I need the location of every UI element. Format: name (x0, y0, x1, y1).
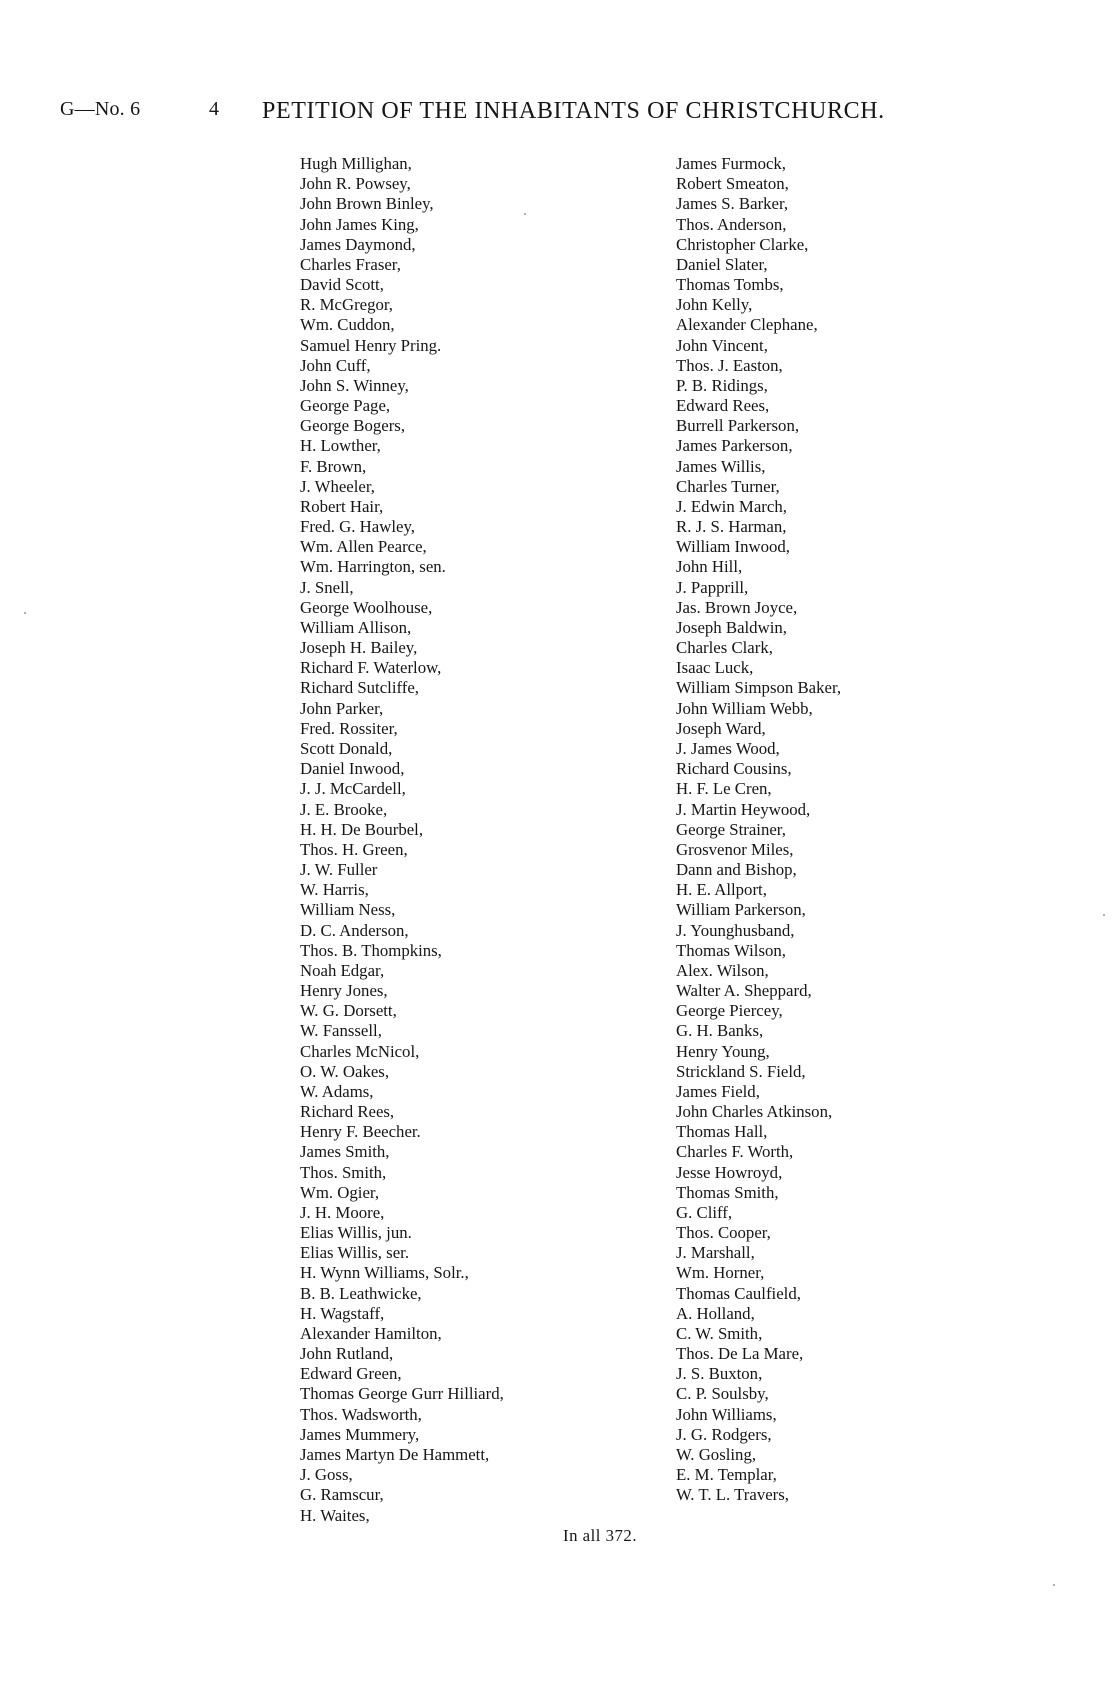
signature-entry: J. J. McCardell, (300, 779, 406, 799)
signature-entry: Henry F. Beecher. (300, 1122, 421, 1142)
signature-entry: Wm. Cuddon, (300, 315, 395, 335)
signature-entry: James Parkerson, (676, 436, 793, 456)
signature-entry: H. Waites, (300, 1505, 370, 1525)
signature-entry: Charles F. Worth, (676, 1142, 794, 1162)
signature-entry: J. Goss, (300, 1465, 353, 1485)
signature-entry: Fred. G. Hawley, (300, 517, 415, 537)
scan-speck (1053, 1584, 1055, 1586)
signature-entry: J. Papprill, (676, 577, 749, 597)
signature-entry: Thos. Wadsworth, (300, 1404, 422, 1424)
signature-entry: G. H. Banks, (676, 1021, 764, 1041)
page-title: PETITION OF THE INHABITANTS OF CHRISTCHURCH. (262, 98, 885, 124)
signature-entry: Thomas Hall, (676, 1122, 768, 1142)
signature-entry: James Mummery, (300, 1424, 420, 1444)
signature-entry: George Piercey, (676, 1001, 783, 1021)
signature-entry: Joseph Baldwin, (676, 617, 787, 637)
signature-entry: Thos. Smith, (300, 1162, 387, 1182)
signature-entry: John William Webb, (676, 698, 813, 718)
signature-entry: J. S. Buxton, (676, 1364, 763, 1384)
signature-entry: George Woolhouse, (300, 597, 433, 617)
signature-entry: H. Lowther, (300, 436, 381, 456)
signature-entry: Isaac Luck, (676, 658, 754, 678)
signature-entry: Burrell Parkerson, (676, 416, 800, 436)
signature-entry: John Kelly, (676, 295, 753, 315)
signature-entry: Thomas Caulfield, (676, 1283, 801, 1303)
signature-entry: Thomas George Gurr Hilliard, (300, 1384, 504, 1404)
signature-entry: William Inwood, (676, 537, 790, 557)
signature-list-left (300, 154, 620, 1526)
signature-entry: Scott Donald, (300, 738, 393, 758)
signature-entry: H. Wynn Williams, Solr., (300, 1263, 469, 1283)
signature-entry: Wm. Harrington, sen. (300, 557, 446, 577)
signature-entry: A. Holland, (676, 1303, 755, 1323)
signature-entry: Wm. Ogier, (300, 1182, 380, 1202)
signature-entry: Charles Turner, (676, 476, 780, 496)
signature-entry: Richard Cousins, (676, 759, 792, 779)
signature-entry: P. B. Ridings, (676, 375, 768, 395)
signature-entry: J. G. Rodgers, (676, 1424, 772, 1444)
signature-entry: J. James Wood, (676, 738, 780, 758)
signature-entry: Richard F. Waterlow, (300, 658, 442, 678)
signature-entry: H. H. De Bourbel, (300, 819, 424, 839)
signature-entry: George Page, (300, 396, 391, 416)
signature-entry: Edward Rees, (676, 396, 770, 416)
signature-entry: Thos. B. Thompkins, (300, 940, 442, 960)
signature-entry: J. Wheeler, (300, 476, 375, 496)
signature-entry: H. E. Allport, (676, 880, 767, 900)
signature-entry: Henry Jones, (300, 981, 388, 1001)
page-number: 4 (209, 98, 219, 120)
signature-entry: Elias Willis, ser. (300, 1243, 410, 1263)
signature-entry: John Cuff, (300, 355, 371, 375)
signature-entry: John Vincent, (676, 335, 768, 355)
signature-entry: R. McGregor, (300, 295, 394, 315)
signature-entry: Elias Willis, jun. (300, 1223, 412, 1243)
signature-entry: Richard Rees, (300, 1102, 395, 1122)
scan-speck (24, 612, 26, 614)
page-header (0, 98, 1114, 128)
signature-entry: J. W. Fuller (300, 860, 378, 880)
signature-entry: Joseph Ward, (676, 718, 766, 738)
signature-entry: Hugh Millighan, (300, 154, 412, 173)
signature-entry: Samuel Henry Pring. (300, 335, 442, 355)
signature-entry: Robert Smeaton, (676, 174, 789, 194)
signature-entry: Christopher Clarke, (676, 234, 809, 254)
signature-entry: John Williams, (676, 1404, 777, 1424)
signature-entry: Daniel Inwood, (300, 759, 405, 779)
signature-entry: William Parkerson, (676, 900, 806, 920)
signature-entry: J. Edwin March, (676, 496, 787, 516)
signature-entry: J. Martin Heywood, (676, 799, 811, 819)
signature-entry: Joseph H. Bailey, (300, 638, 418, 658)
signature-entry: H. Wagstaff, (300, 1303, 385, 1323)
signature-entry: Fred. Rossiter, (300, 718, 398, 738)
signature-entry: John S. Winney, (300, 375, 409, 395)
signature-entry: D. C. Anderson, (300, 920, 409, 940)
signature-entry: Thos. Cooper, (676, 1223, 771, 1243)
signature-entry: John Rutland, (300, 1344, 394, 1364)
signature-entry: Thos. De La Mare, (676, 1344, 804, 1364)
signature-entry: J. H. Moore, (300, 1202, 385, 1222)
signature-entry: William Ness, (300, 900, 396, 920)
signature-entry: Charles Clark, (676, 638, 773, 658)
signature-entry: Thomas Smith, (676, 1182, 779, 1202)
signature-total: In all 372. (563, 1526, 638, 1545)
signature-entry: Edward Green, (300, 1364, 402, 1384)
signature-entry: James Daymond, (300, 234, 416, 254)
signature-entry: J. E. Brooke, (300, 799, 388, 819)
signature-entry: Thos. J. Easton, (676, 355, 783, 375)
signature-entry: Walter A. Sheppard, (676, 981, 812, 1001)
signature-entry: Grosvenor Miles, (676, 839, 794, 859)
scan-speck (524, 213, 526, 215)
signature-entry: George Bogers, (300, 416, 406, 436)
signature-entry: J. Snell, (300, 577, 354, 597)
signature-entry: Noah Edgar, (300, 960, 385, 980)
signature-entry: Thomas Wilson, (676, 940, 786, 960)
signature-entry: James Smith, (300, 1142, 390, 1162)
signature-entry: William Allison, (300, 617, 412, 637)
signature-entry: Jesse Howroyd, (676, 1162, 783, 1182)
signature-entry: George Strainer, (676, 819, 786, 839)
signature-entry: Charles McNicol, (300, 1041, 420, 1061)
signature-entry: John Parker, (300, 698, 384, 718)
signature-entry: William Simpson Baker, (676, 678, 842, 698)
signature-entry: C. W. Smith, (676, 1323, 763, 1343)
signature-list-right (676, 154, 1006, 1506)
signature-entry: Dann and Bishop, (676, 860, 797, 880)
signature-entry: Thos. H. Green, (300, 839, 408, 859)
signature-entry: W. T. L. Travers, (676, 1485, 789, 1505)
signature-entry: James Martyn De Hammett, (300, 1445, 490, 1464)
signature-entry: Alexander Clephane, (676, 315, 818, 335)
scan-speck (1103, 914, 1105, 916)
signature-entry: Charles Fraser, (300, 254, 401, 274)
signature-entry: Henry Young, (676, 1041, 770, 1061)
signature-entry: W. Harris, (300, 880, 369, 900)
signature-entry: R. J. S. Harman, (676, 517, 787, 537)
signature-entry: B. B. Leathwicke, (300, 1283, 422, 1303)
signature-entry: Thomas Tombs, (676, 275, 784, 295)
signature-entry: E. M. Templar, (676, 1465, 777, 1485)
signature-entry: Jas. Brown Joyce, (676, 597, 798, 617)
signature-entry: C. P. Soulsby, (676, 1384, 769, 1404)
signature-entry: F. Brown, (300, 456, 367, 476)
signature-entry: James S. Barker, (676, 194, 789, 214)
signature-entry: James Field, (676, 1081, 760, 1101)
signature-entry: Wm. Allen Pearce, (300, 537, 427, 557)
signature-entry: Robert Hair, (300, 496, 384, 516)
signature-entry: John James King, (300, 214, 419, 234)
signature-entry: W. Fanssell, (300, 1021, 382, 1041)
signature-entry: Strickland S. Field, (676, 1061, 806, 1081)
signature-entry: David Scott, (300, 275, 384, 295)
signature-entry: James Furmock, (676, 154, 786, 173)
signature-entry: J. Marshall, (676, 1243, 755, 1263)
signature-entry: G. Cliff, (676, 1202, 733, 1222)
signature-entry: John Charles Atkinson, (676, 1102, 833, 1122)
signature-entry: Alexander Hamilton, (300, 1323, 442, 1343)
signature-entry: H. F. Le Cren, (676, 779, 772, 799)
signature-entry: Daniel Slater, (676, 254, 768, 274)
page-reference: G—No. 6 (60, 98, 141, 120)
signature-entry: J. Younghusband, (676, 920, 795, 940)
signature-entry: W. Adams, (300, 1081, 374, 1101)
signature-entry: Thos. Anderson, (676, 214, 787, 234)
signature-entry: O. W. Oakes, (300, 1061, 390, 1081)
signature-entry: John Hill, (676, 557, 743, 577)
signature-entry: Wm. Horner, (676, 1263, 765, 1283)
signature-entry: G. Ramscur, (300, 1485, 384, 1505)
signature-entry: Alex. Wilson, (676, 960, 769, 980)
signature-entry: W. G. Dorsett, (300, 1001, 397, 1021)
signature-entry: John Brown Binley, (300, 194, 434, 214)
signature-entry: W. Gosling, (676, 1445, 757, 1464)
signature-entry: James Willis, (676, 456, 766, 476)
signature-entry: John R. Powsey, (300, 174, 411, 194)
signature-entry: Richard Sutcliffe, (300, 678, 419, 698)
